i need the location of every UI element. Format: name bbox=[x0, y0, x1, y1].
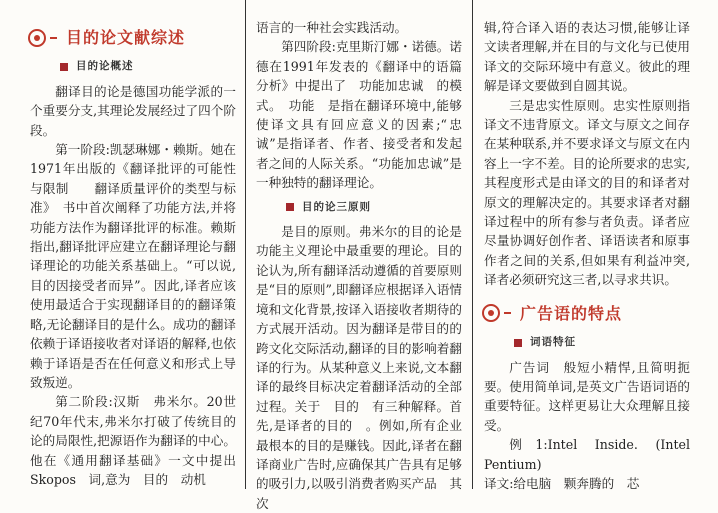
section-heading-text: 广告语的特点 bbox=[520, 303, 623, 323]
paragraph: 第四阶段:克里斯汀娜・诺德。诺德在1991年发表的《翻译中的语篇分析》中提出了 功能加忠诚 的模式。 功能 是指在翻译环境中,能够使译文具有回应意义的因素;“忠诚”是指译者、作者、接受者和发起者之间的人际关系。“功能加忠诚”是一种独特的翻译理论。 bbox=[256, 39, 462, 191]
target-icon bbox=[482, 304, 500, 322]
paragraph: 语言的一种社会实践活动。 bbox=[256, 20, 408, 35]
column-middle bbox=[256, 18, 462, 513]
paragraph: 译文:给电脑 颗奔腾的 芯 bbox=[484, 475, 652, 491]
column-right bbox=[484, 18, 690, 493]
subheading bbox=[60, 57, 236, 76]
paragraph: 翻译目的论是德国功能学派的一个重要分支,其理论发展经过了四个阶段。 bbox=[30, 83, 236, 138]
square-bullet-icon bbox=[514, 339, 522, 347]
paragraph: 广告词 般短小精悍,且简明扼要。使用简单词,是英文广告语词语的重要特征。这样更易让大众理解且接受。 bbox=[484, 359, 690, 433]
subheading-text: 目的论三原则 bbox=[302, 200, 371, 213]
subheading bbox=[514, 333, 690, 352]
column-left bbox=[30, 14, 236, 489]
section-heading-text: 目的论文献综述 bbox=[66, 28, 186, 47]
paragraph: 是目的原则。弗米尔的目的论是功能主义理论中最重要的理论。目的论认为,所有翻译活动遵循的首要原则是“目的原则”,即翻译应根据译入语情境和文化背景,按译入语接收者期待的方式展开活动。因为翻译是带目的的跨文化交际活动,翻译的目的影响着翻译的行为。从某种意义上来说,文本翻译的最终目标决定着翻译活动的全部过程。关于 目的 有三种解释。首先,是译者的目的 。例如,所有企业最根本的目的是赚钱。因此,译者在翻译商业广告时,应确保其广告具有足够的吸引力,以吸引消费者购买产品 其次 bbox=[256, 224, 462, 511]
section-heading bbox=[28, 28, 236, 47]
dash-icon bbox=[504, 312, 511, 314]
column-divider bbox=[472, 0, 473, 489]
paragraph: 例1:Intel Inside. (Intel Pentium) bbox=[484, 437, 690, 472]
subheading-text: 词语特征 bbox=[530, 336, 576, 349]
section-heading bbox=[482, 304, 690, 323]
square-bullet-icon bbox=[286, 203, 294, 211]
square-bullet-icon bbox=[60, 63, 68, 71]
paragraph: 第二阶段:汉斯 弗米尔。20世纪70年代末,弗米尔打破了传统目的论的局限性,把源语作为翻译的中心。他在《通用翻译基础》一文中提出Skopos 词,意为 目的 动机 bbox=[30, 394, 236, 487]
paragraph: 第一阶段:凯瑟琳娜・赖斯。她在1971年出版的《翻译批评的可能性与限制 翻译质量评价的类型与标准》 书中首次阐释了功能方法,并将功能方法作为翻译批评的标准。赖斯指出,翻译批评应建立在翻译理论与翻译理论的功能关系基础上。“可以说,目的因接受者而异”。因此,译者应该使用最适合于实现翻译目的的翻译策略,无论翻译目的是什么。成功的翻译依赖于译语接收者对译语的解释,也依赖于译语是否在任何意义和形式上导致叛逆。 bbox=[30, 142, 236, 390]
subheading-text: 目的论概述 bbox=[76, 60, 134, 73]
column-divider bbox=[245, 0, 246, 489]
paragraph: 辑,符合译入语的表达习惯,能够让译文读者理解,并在目的与文化与已使用译文的交际环境中有意义。彼此的理解是译文要做到自圆其说。 bbox=[484, 20, 690, 94]
target-icon bbox=[28, 29, 46, 47]
paragraph: 三是忠实性原则。忠实性原则指译文不违背原文。译文与原文之间存在某种联系,并不要求译文与原文在内容上一字不差。目的论所要求的忠实,其程度形式是由译文的目的和译者对原文的理解决定的。其要求译者对翻译过程中的所有参与者负责。译者应尽量协调好创作者、译语读者和原事作者之间的关系,但如果有利益冲突,译者必须研究这三者,以寻求共识。 bbox=[484, 97, 690, 288]
subheading bbox=[286, 198, 462, 217]
dash-icon bbox=[50, 37, 57, 39]
